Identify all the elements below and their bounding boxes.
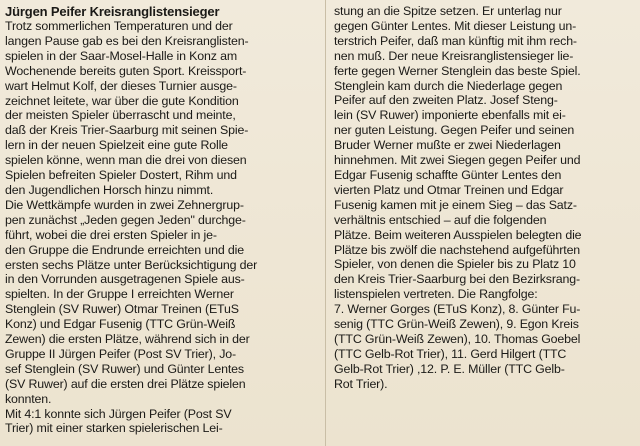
text-line: (TTC Grün-Weiß Zewen), 10. Thomas Goebel bbox=[334, 331, 581, 346]
text-line: senig (TTC Grün-Weiß Zewen), 9. Egon Kreis bbox=[334, 317, 579, 332]
text-line: listenspielen vertreten. Die Rangfolge: bbox=[334, 287, 538, 302]
text-line: Bruder Werner mußte er zwei Niederlagen bbox=[334, 138, 561, 153]
text-line: Edgar Fusenig schaffte Günter Lentes den bbox=[334, 167, 562, 182]
text-line: Spieler, von denen die Spieler bis zu Platz 10 bbox=[334, 257, 576, 272]
text-line: Peifer auf den zweiten Platz. Josef Steng- bbox=[334, 93, 558, 108]
right-column bbox=[334, 4, 636, 392]
text-line: terstrich Peifer, daß man künftig mit ihm rech- bbox=[334, 33, 577, 48]
text-line: Plätze bis zwölf die nachstehend aufgeführten bbox=[334, 242, 581, 257]
text-line: Wochenende bereits guten Sport. Kreissport- bbox=[5, 63, 247, 78]
text-line: sef Stenglein (SV Ruwer) und Günter Lentes bbox=[5, 361, 244, 376]
text-line: spielen in der Saar-Mosel-Halle in Konz am bbox=[5, 48, 237, 63]
text-line: konnten. bbox=[5, 391, 52, 406]
text-line: daß der Kreis Trier-Saarburg mit seinen Spie- bbox=[5, 123, 249, 138]
left-column-text bbox=[5, 19, 315, 436]
text-line: lern in der neuen Spielzeit eine gute Rolle bbox=[5, 138, 228, 153]
text-line: spielen könne, wenn man die drei von diesen bbox=[5, 153, 247, 168]
text-line: den Kreis Trier-Saarburg bei den Bezirksrang- bbox=[334, 272, 580, 287]
text-line: vierten Platz und Otmar Treinen und Edgar bbox=[334, 182, 564, 197]
text-line: Trier) mit einer starken spielerischen Lei- bbox=[5, 421, 223, 436]
text-line: stung an die Spitze setzen. Er unterlag nur bbox=[334, 4, 562, 18]
article-headline: Jürgen Peifer Kreisranglistensieger bbox=[5, 4, 220, 19]
text-line: ferte gegen Werner Stenglein das beste Spiel. bbox=[334, 63, 581, 78]
text-line: langen Pause gab es bei den Kreisranglisten- bbox=[5, 33, 249, 48]
text-line: Konz) und Edgar Fusenig (TTC Grün-Weiß bbox=[5, 317, 236, 332]
text-line: Rot Trier). bbox=[334, 376, 388, 391]
text-line: Trotz sommerlichen Temperaturen und der bbox=[5, 19, 233, 33]
text-line: zeichnet leitete, war über die gute Kondition bbox=[5, 93, 239, 108]
text-line: Gruppe II Jürgen Peifer (Post SV Trier), Jo- bbox=[5, 346, 236, 361]
column-divider bbox=[325, 0, 326, 446]
text-line: den Jugendlichen Horsch hinzu nimmt. bbox=[5, 182, 214, 197]
text-line: Mit 4:1 konnte sich Jürgen Peifer (Post SV bbox=[5, 406, 232, 421]
text-line: ner guten Leistung. Gegen Peifer und seinen bbox=[334, 123, 575, 138]
text-line: Spielen befreiten Spieler Dostert, Rihm und bbox=[5, 168, 237, 183]
text-line: den Gruppe die Endrunde erreichten und die bbox=[5, 242, 244, 257]
text-line: Fusenig kamen mit je einem Sieg – das Satz- bbox=[334, 197, 577, 212]
right-column-text bbox=[334, 4, 636, 392]
text-line: wart Helmut Kolf, der dieses Turnier ausge- bbox=[5, 78, 237, 93]
text-line: Die Wettkämpfe wurden in zwei Zehnergrup- bbox=[5, 197, 244, 212]
text-line: Gelb-Rot Trier) ,12. P. E. Müller (TTC Gelb- bbox=[334, 361, 565, 376]
text-line: Stenglein (SV Ruwer) Otmar Treinen (ETuS bbox=[5, 302, 239, 317]
text-line: nen muß. Der neue Kreisranglistensieger lie- bbox=[334, 48, 574, 63]
text-line: 7. Werner Gorges (ETuS Konz), 8. Günter Fu- bbox=[334, 302, 581, 317]
text-line: (TTC Gelb-Rot Trier), 11. Gerd Hilgert (TTC bbox=[334, 346, 567, 361]
text-line: führt, wobei die drei ersten Spieler in je- bbox=[5, 227, 217, 242]
text-line: ersten sechs Plätze unter Berücksichtigung der bbox=[5, 257, 258, 272]
text-line: lein (SV Ruwer) imponierte ebenfalls mit ei- bbox=[334, 108, 566, 123]
left-column bbox=[5, 4, 315, 436]
text-line: in den Vorrunden ausgetragenen Spiele aus- bbox=[5, 272, 245, 287]
text-line: der meisten Spieler überrascht und meinte, bbox=[5, 108, 236, 123]
text-line: gegen Günter Lentes. Mit dieser Leistung un- bbox=[334, 18, 577, 33]
text-line: Plätze. Beim weiteren Ausspielen belegten die bbox=[334, 227, 582, 242]
text-line: spielten. In der Gruppe I erreichten Werner bbox=[5, 287, 234, 302]
text-line: (SV Ruwer) auf die ersten drei Plätze spielen bbox=[5, 376, 246, 391]
text-line: verhältnis entschied – auf die folgenden bbox=[334, 212, 547, 227]
text-line: hinnehmen. Mit zwei Siegen gegen Peifer und bbox=[334, 153, 581, 168]
text-line: pen zunächst „Jeden gegen Jeden" durchge- bbox=[5, 212, 246, 227]
text-line: Zewen) die ersten Plätze, während sich in der bbox=[5, 332, 250, 347]
text-line: Stenglein kam durch die Niederlage gegen bbox=[334, 78, 563, 93]
